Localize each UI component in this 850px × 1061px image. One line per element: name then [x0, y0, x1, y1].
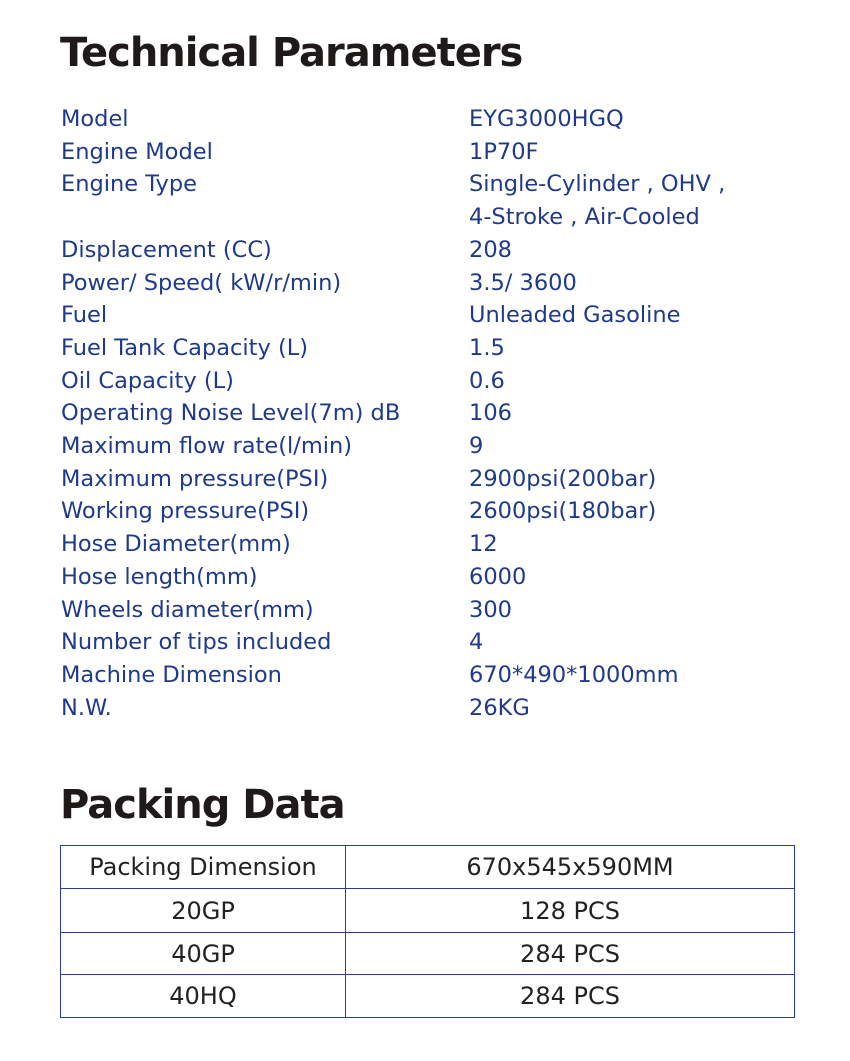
parameter-value-line: 9	[469, 433, 484, 460]
parameter-row	[61, 267, 801, 300]
parameter-row	[61, 528, 801, 561]
parameter-value	[469, 397, 801, 430]
parameter-value	[469, 299, 801, 332]
parameter-value-line: 2600psi(180bar)	[469, 498, 657, 525]
parameter-value	[469, 561, 801, 594]
parameter-label: Number of tips included	[61, 629, 332, 656]
parameter-value-line: 26KG	[469, 694, 530, 721]
parameter-value-line: 4-Stroke , Air-Cooled	[469, 204, 700, 231]
parameter-value	[469, 234, 801, 267]
parameter-row	[61, 659, 801, 692]
packing-value-cell: 128 PCS	[346, 889, 795, 933]
parameter-row	[61, 463, 801, 496]
parameter-row	[61, 692, 801, 725]
parameter-value	[469, 168, 801, 233]
parameter-label: Maximum pressure(PSI)	[61, 465, 329, 492]
parameter-label: Maximum flow rate(l/min)	[61, 433, 353, 460]
parameter-value	[469, 136, 801, 169]
parameter-value	[469, 267, 801, 300]
parameter-row	[61, 594, 801, 627]
parameter-value-line: 300	[469, 596, 512, 623]
parameter-label: Fuel Tank Capacity (L)	[61, 334, 309, 361]
packing-row	[61, 889, 795, 933]
parameter-label: Engine Type	[61, 171, 197, 198]
parameter-value	[469, 430, 801, 463]
parameter-value	[469, 594, 801, 627]
packing-label-cell: 40HQ	[61, 975, 346, 1018]
parameter-label: Fuel	[61, 302, 108, 329]
parameter-value	[469, 692, 801, 725]
packing-label-cell: 20GP	[61, 889, 346, 933]
packing-value-cell: 284 PCS	[346, 933, 795, 975]
parameter-value	[469, 659, 801, 692]
parameter-value	[469, 626, 801, 659]
parameter-value-line: 6000	[469, 563, 527, 590]
parameter-value-line: 1P70F	[469, 138, 539, 165]
technical-parameters-list	[61, 103, 801, 724]
parameter-label: Machine Dimension	[61, 661, 282, 688]
packing-data-table	[60, 845, 795, 1018]
parameter-label: Model	[61, 106, 129, 132]
packing-data-title: Packing Data	[60, 782, 345, 828]
parameter-row	[61, 136, 801, 169]
parameter-value	[469, 463, 801, 496]
parameter-label: Displacement (CC)	[61, 236, 272, 263]
parameter-row	[61, 561, 801, 594]
parameter-value-line: EYG3000HGQ	[469, 106, 624, 132]
parameter-value-line: 0.6	[469, 367, 505, 394]
packing-row	[61, 846, 795, 889]
parameter-label: Wheels diameter(mm)	[61, 596, 314, 623]
parameter-value	[469, 528, 801, 561]
parameter-row	[61, 234, 801, 267]
parameter-label: Operating Noise Level(7m) dB	[61, 400, 401, 427]
parameter-value	[469, 103, 801, 136]
parameter-label: Hose length(mm)	[61, 563, 258, 590]
parameter-label: Hose Diameter(mm)	[61, 531, 291, 558]
parameter-row	[61, 168, 801, 233]
parameter-row	[61, 332, 801, 365]
parameter-value-line: Unleaded Gasoline	[469, 302, 681, 329]
parameter-row	[61, 430, 801, 463]
parameter-value-line: 670*490*1000mm	[469, 661, 679, 688]
parameter-value	[469, 495, 801, 528]
parameter-value-line: 4	[469, 629, 484, 656]
parameter-value-line: 3.5/ 3600	[469, 269, 577, 296]
parameter-row	[61, 626, 801, 659]
parameter-label: Engine Model	[61, 138, 213, 165]
parameter-value-line: 1.5	[469, 334, 505, 361]
parameter-row	[61, 397, 801, 430]
parameter-row	[61, 299, 801, 332]
packing-value-cell: 670x545x590MM	[346, 846, 795, 889]
technical-parameters-title: Technical Parameters	[60, 30, 523, 76]
parameter-value-line: 2900psi(200bar)	[469, 465, 657, 492]
parameter-row	[61, 495, 801, 528]
packing-row	[61, 975, 795, 1018]
parameter-label: N.W.	[61, 694, 112, 721]
packing-label-cell: 40GP	[61, 933, 346, 975]
parameter-value-line: Single-Cylinder , OHV ,	[469, 171, 726, 198]
parameter-value-line: 12	[469, 531, 498, 558]
parameter-label: Oil Capacity (L)	[61, 367, 234, 394]
parameter-row	[61, 103, 801, 136]
parameter-value-line: 106	[469, 400, 512, 427]
parameter-value	[469, 332, 801, 365]
parameter-row	[61, 365, 801, 398]
parameter-label: Power/ Speed( kW/r/min)	[61, 269, 342, 296]
parameter-value-line: 208	[469, 236, 512, 263]
packing-row	[61, 933, 795, 975]
parameter-label: Working pressure(PSI)	[61, 498, 310, 525]
parameter-value	[469, 365, 801, 398]
packing-label-cell: Packing Dimension	[61, 846, 346, 889]
packing-value-cell: 284 PCS	[346, 975, 795, 1018]
